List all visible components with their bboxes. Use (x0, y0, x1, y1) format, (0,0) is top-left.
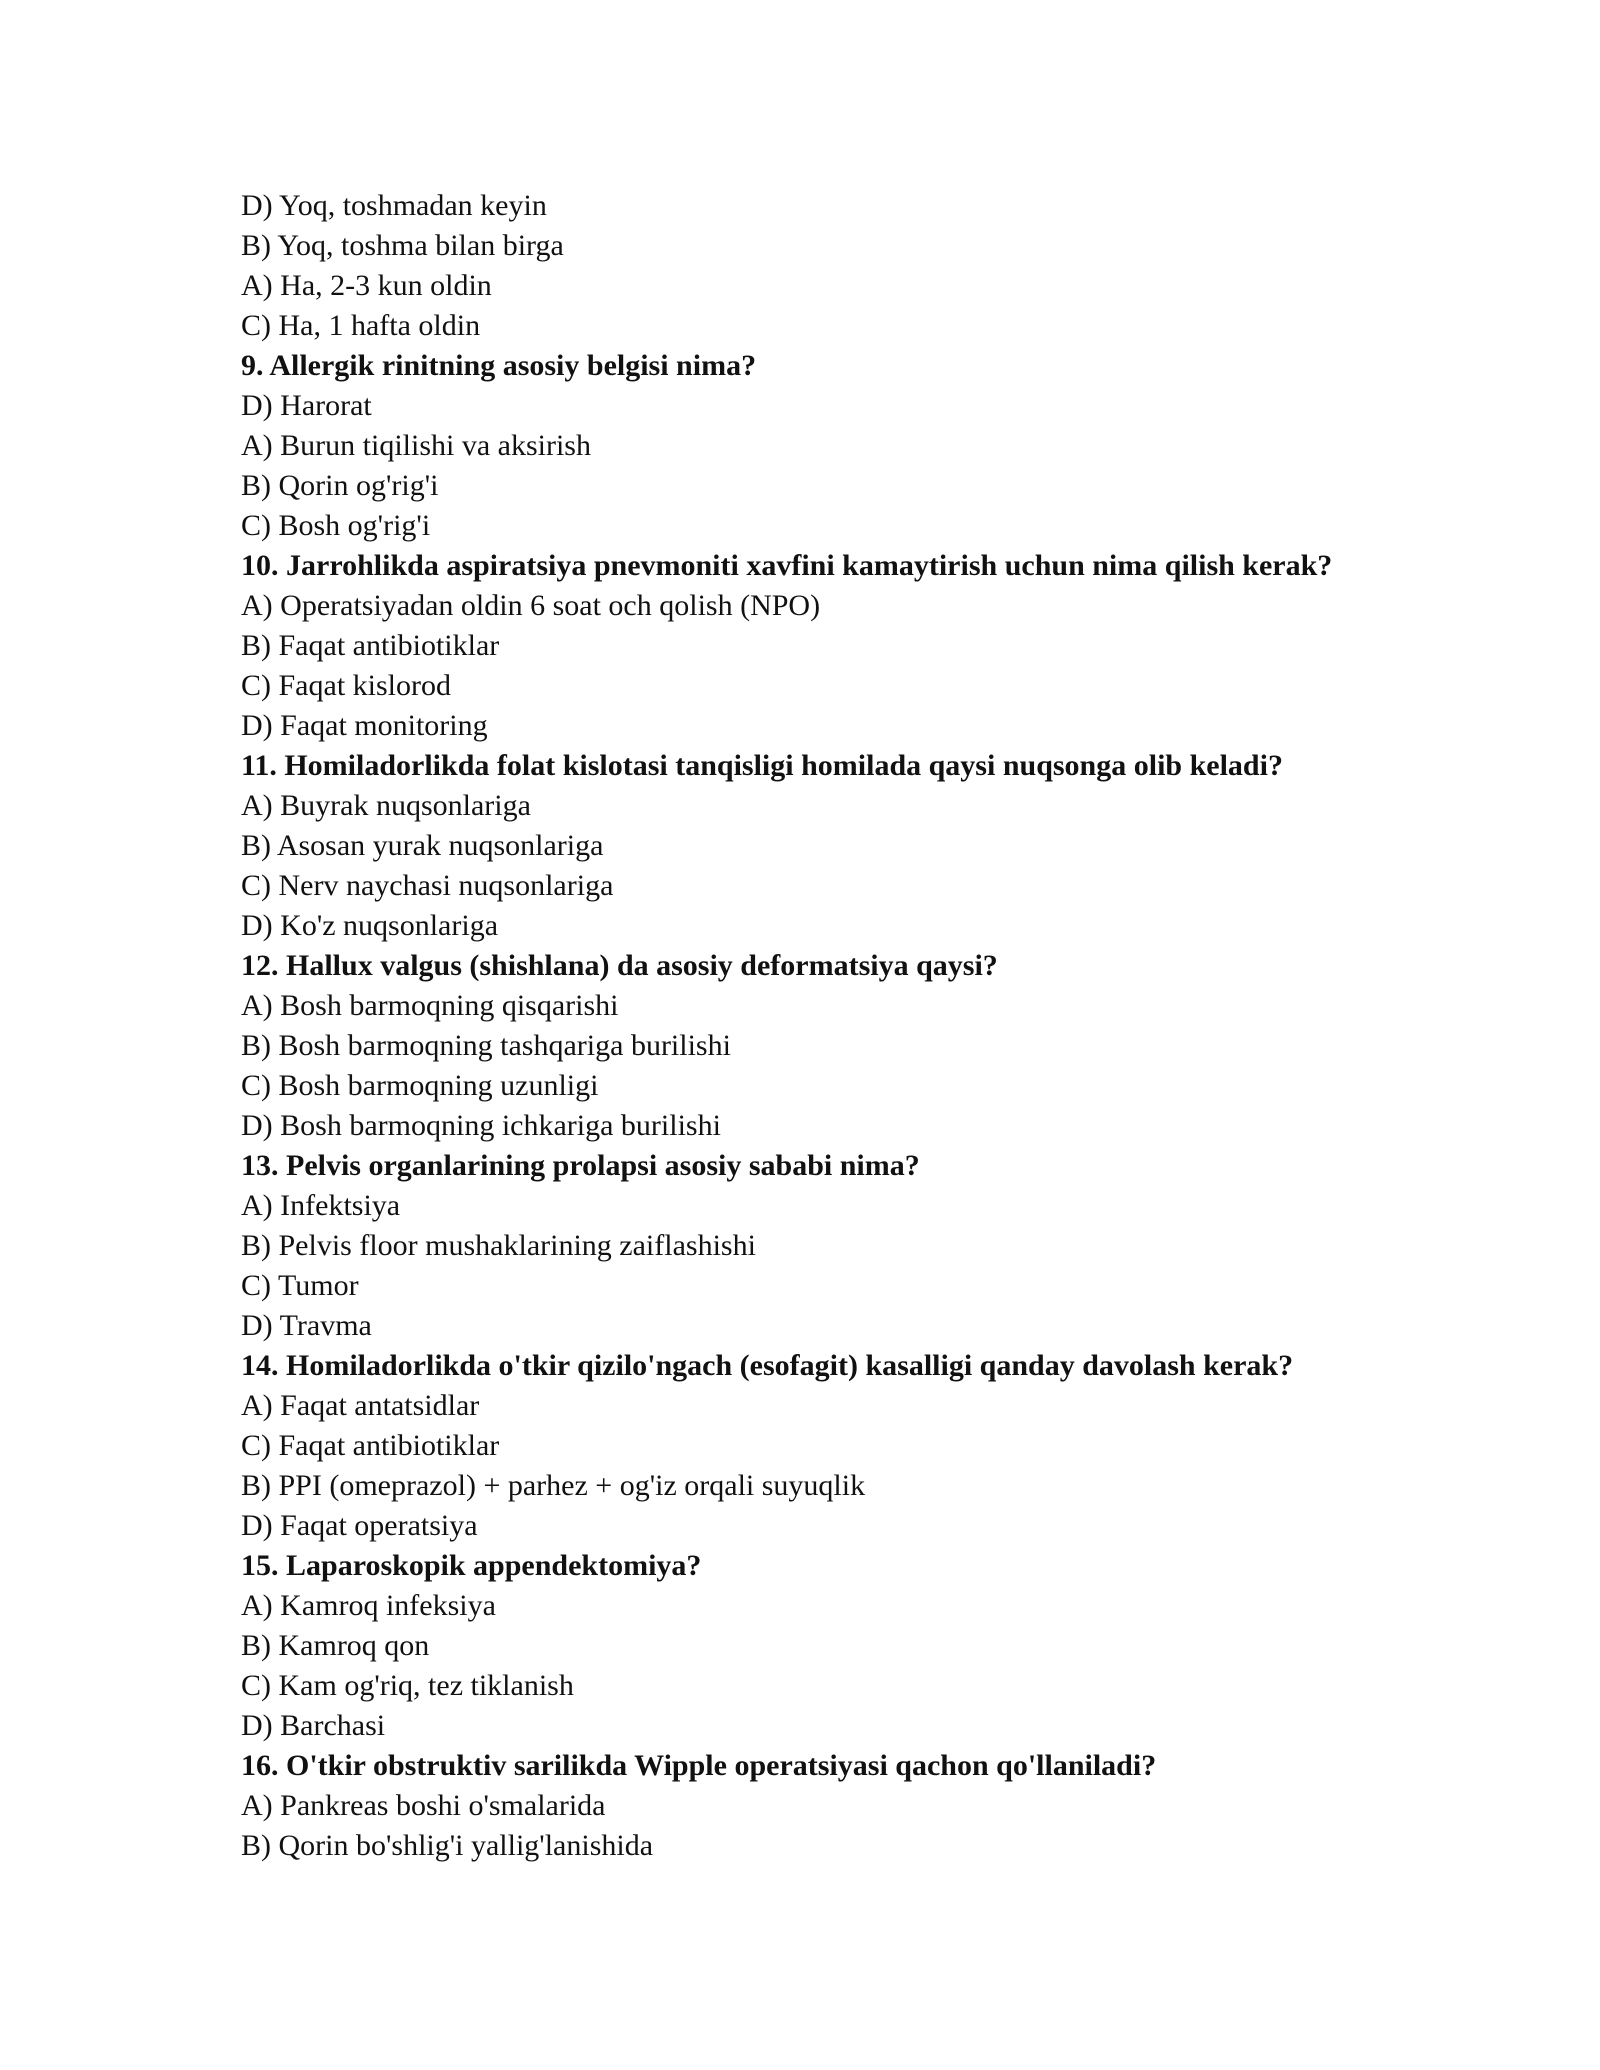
answer-option: A) Operatsiyadan oldin 6 soat och qolish (NPO) (241, 589, 821, 622)
answer-option: B) Faqat antibiotiklar (241, 629, 500, 662)
answer-option: D) Travma (241, 1309, 372, 1342)
answer-option: C) Faqat kislorod (241, 669, 451, 702)
answer-option: B) Kamroq qon (241, 1629, 430, 1662)
answer-option: B) Qorin bo'shlig'i yallig'lanishida (241, 1829, 654, 1862)
answer-option: D) Harorat (241, 389, 372, 422)
answer-option: B) Qorin og'rig'i (241, 469, 439, 502)
answer-option: A) Bosh barmoqning qisqarishi (241, 989, 619, 1022)
answer-option: A) Infektsiya (241, 1189, 401, 1222)
answer-option: B) Asosan yurak nuqsonlariga (241, 829, 604, 862)
question-heading: 13. Pelvis organlarining prolapsi asosiy sababi nima? (241, 1149, 920, 1182)
answer-option: D) Faqat monitoring (241, 709, 488, 742)
answer-option: C) Nerv naychasi nuqsonlariga (241, 869, 614, 902)
answer-option: C) Bosh barmoqning uzunligi (241, 1069, 599, 1102)
answer-option: A) Burun tiqilishi va aksirish (241, 429, 591, 462)
answer-option: D) Barchasi (241, 1709, 386, 1742)
answer-option: C) Kam og'riq, tez tiklanish (241, 1669, 574, 1702)
question-heading: 9. Allergik rinitning asosiy belgisi nima? (241, 349, 757, 382)
answer-option: A) Ha, 2-3 kun oldin (241, 269, 492, 302)
question-heading: 10. Jarrohlikda aspiratsiya pnevmoniti xavfini kamaytirish uchun nima qilish kerak? (241, 549, 1333, 582)
answer-option: C) Ha, 1 hafta oldin (241, 309, 481, 342)
answer-option: A) Pankreas boshi o'smalarida (241, 1789, 606, 1822)
answer-option: D) Yoq, toshmadan keyin (241, 189, 547, 222)
answer-option: B) Pelvis floor mushaklarining zaiflashishi (241, 1229, 756, 1262)
answer-option: C) Bosh og'rig'i (241, 509, 431, 542)
answer-option: D) Bosh barmoqning ichkariga burilishi (241, 1109, 721, 1142)
answer-option: D) Faqat operatsiya (241, 1509, 478, 1542)
answer-option: D) Ko'z nuqsonlariga (241, 909, 499, 942)
answer-option: A) Buyrak nuqsonlariga (241, 789, 531, 822)
question-heading: 11. Homiladorlikda folat kislotasi tanqisligi homilada qaysi nuqsonga olib keladi? (241, 749, 1283, 782)
question-heading: 16. O'tkir obstruktiv sarilikda Wipple operatsiyasi qachon qo'llaniladi? (241, 1749, 1157, 1782)
answer-option: C) Faqat antibiotiklar (241, 1429, 500, 1462)
question-heading: 14. Homiladorlikda o'tkir qizilo'ngach (esofagit) kasalligi qanday davolash kerak? (241, 1349, 1294, 1382)
question-heading: 15. Laparoskopik appendektomiya? (241, 1549, 702, 1582)
question-heading: 12. Hallux valgus (shishlana) da asosiy deformatsiya qaysi? (241, 949, 998, 982)
answer-option: A) Faqat antatsidlar (241, 1389, 480, 1422)
answer-option: A) Kamroq infeksiya (241, 1589, 496, 1622)
answer-option: B) PPI (omeprazol) + parhez + og'iz orqali suyuqlik (241, 1469, 866, 1502)
answer-option: B) Yoq, toshma bilan birga (241, 229, 564, 262)
quiz-content (241, 186, 1441, 1866)
answer-option: B) Bosh barmoqning tashqariga burilishi (241, 1029, 731, 1062)
answer-option: C) Tumor (241, 1269, 359, 1302)
